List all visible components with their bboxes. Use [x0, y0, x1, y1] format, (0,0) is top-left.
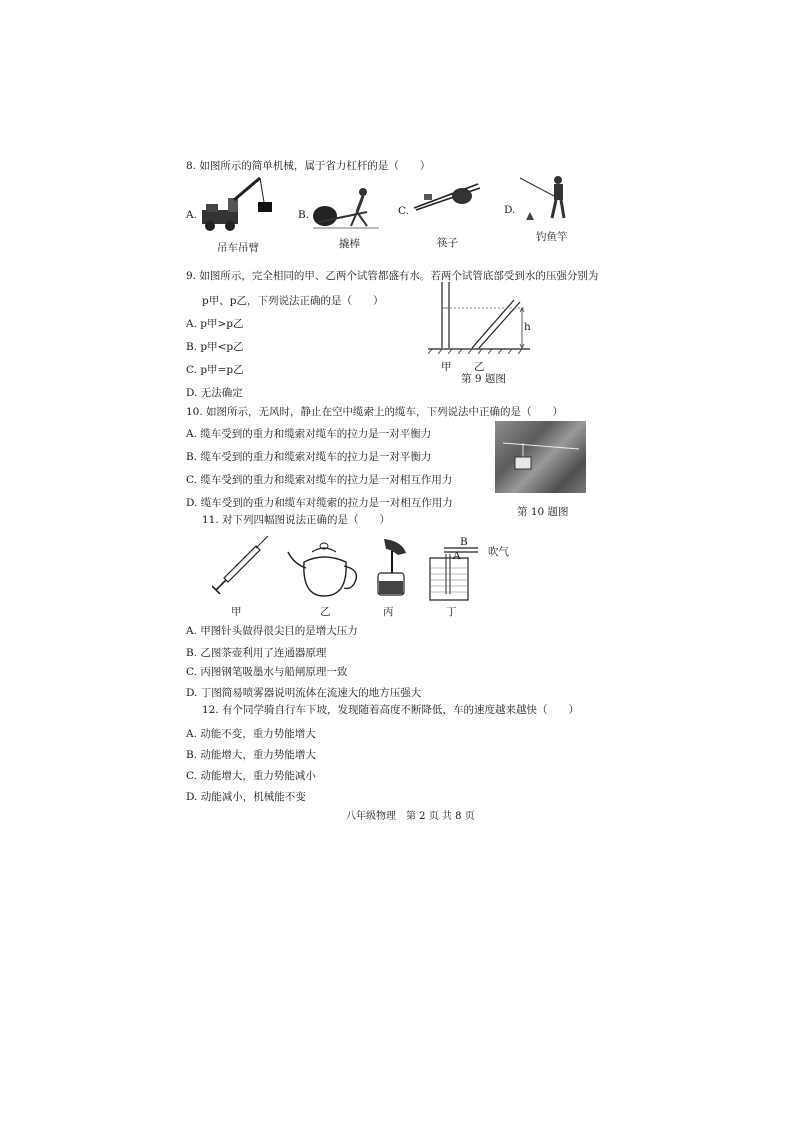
q11-option-a: A. 甲图针头做得很尖目的是增大压力 [186, 625, 358, 637]
q9-option-a: A. p甲>p乙 [186, 318, 244, 330]
q9-option-d: D. 无法确定 [186, 387, 243, 399]
q8-option-c-letter: C. [398, 205, 409, 217]
q11-option-b: B. 乙图茶壶利用了连通器原理 [186, 647, 327, 659]
syringe-figure [212, 534, 270, 594]
q8-option-a-caption: 吊车吊臂 [217, 242, 259, 254]
q10-option-a: A. 缆车受到的重力和缆索对缆车的拉力是一对平衡力 [186, 428, 432, 440]
q8-stem: 8. 如图所示的简单机械，属于省力杠杆的是（ ） [186, 160, 431, 172]
q12-option-c: C. 动能增大，重力势能减小 [186, 770, 316, 782]
q11-stem: 11. 对下列四幅图说法正确的是（ ） [202, 514, 391, 526]
q9-option-b: B. p甲<p乙 [186, 341, 244, 353]
q9-fig-jia-label: 甲 [441, 361, 452, 373]
q9-stem: 9. 如图所示，完全相同的甲、乙两个试管都盛有水。若两个试管底部受到水的压强分别为 [186, 270, 599, 282]
cable-car-photo [495, 421, 586, 493]
page-footer: 八年级物理 第 2 页 共 8 页 [346, 811, 475, 822]
teapot-figure [284, 538, 364, 600]
crowbar-figure [311, 186, 381, 230]
q12-option-a: A. 动能不变，重力势能增大 [186, 728, 316, 740]
q11-fig-a-label: A [453, 550, 461, 562]
q8-option-d-caption: 钓鱼竿 [536, 231, 568, 243]
q12-stem: 12. 有个同学骑自行车下坡，发现随着高度不断降低，车的速度越来越快（ ） [202, 704, 580, 716]
q10-stem: 10. 如图所示，无风时，静止在空中缆索上的缆车，下列说法中正确的是（ ） [186, 406, 564, 418]
q8-option-c-caption: 筷子 [437, 237, 458, 249]
q8-option-b-caption: 撬棒 [339, 238, 360, 250]
q11-fig-yi-label: 乙 [320, 606, 331, 618]
q11-option-d: D. 丁图简易喷雾器说明流体在流速大的地方压强大 [186, 687, 422, 699]
q10-option-b: B. 缆车受到的重力和缆索对缆车的拉力是一对平衡力 [186, 451, 432, 463]
test-tubes-figure [428, 282, 534, 354]
q10-option-d: D. 缆车受到的重力和缆车对缆索的拉力是一对相互作用力 [186, 497, 453, 509]
q11-option-c: C. 丙图钢笔吸墨水与船闸原理一致 [186, 666, 348, 678]
q11-fig-jia-label: 甲 [231, 606, 242, 618]
q11-fig-ding-label: 丁 [446, 606, 457, 618]
q11-fig-bing-label: 丙 [383, 606, 394, 618]
q9-fig-caption: 第 9 题图 [461, 373, 506, 385]
q10-fig-caption: 第 10 题图 [517, 506, 569, 518]
q12-option-b: B. 动能增大，重力势能增大 [186, 749, 316, 761]
q12-option-d: D. 动能减小，机械能不变 [186, 791, 306, 803]
fishing-rod-figure [516, 172, 574, 222]
q11-fig-blow-label: 吹气 [488, 546, 509, 558]
q8-option-b-letter: B. [298, 209, 310, 221]
q9-fig-yi-label: 乙 [474, 361, 485, 373]
q8-option-a-letter: A. [186, 209, 197, 221]
fountain-pen-figure [372, 537, 412, 599]
q9-option-c: C. p甲=p乙 [186, 364, 244, 376]
q9-fig-h-label: h [524, 321, 531, 333]
q8-option-d-letter: D. [504, 204, 516, 216]
q9-stem-line2: p甲、p乙，下列说法正确的是（ ） [202, 295, 384, 307]
chopsticks-figure [410, 180, 482, 212]
q11-fig-b-label: B [460, 536, 468, 548]
crane-figure [198, 176, 278, 236]
q10-option-c: C. 缆车受到的重力和缆索对缆车的拉力是一对相互作用力 [186, 474, 453, 486]
